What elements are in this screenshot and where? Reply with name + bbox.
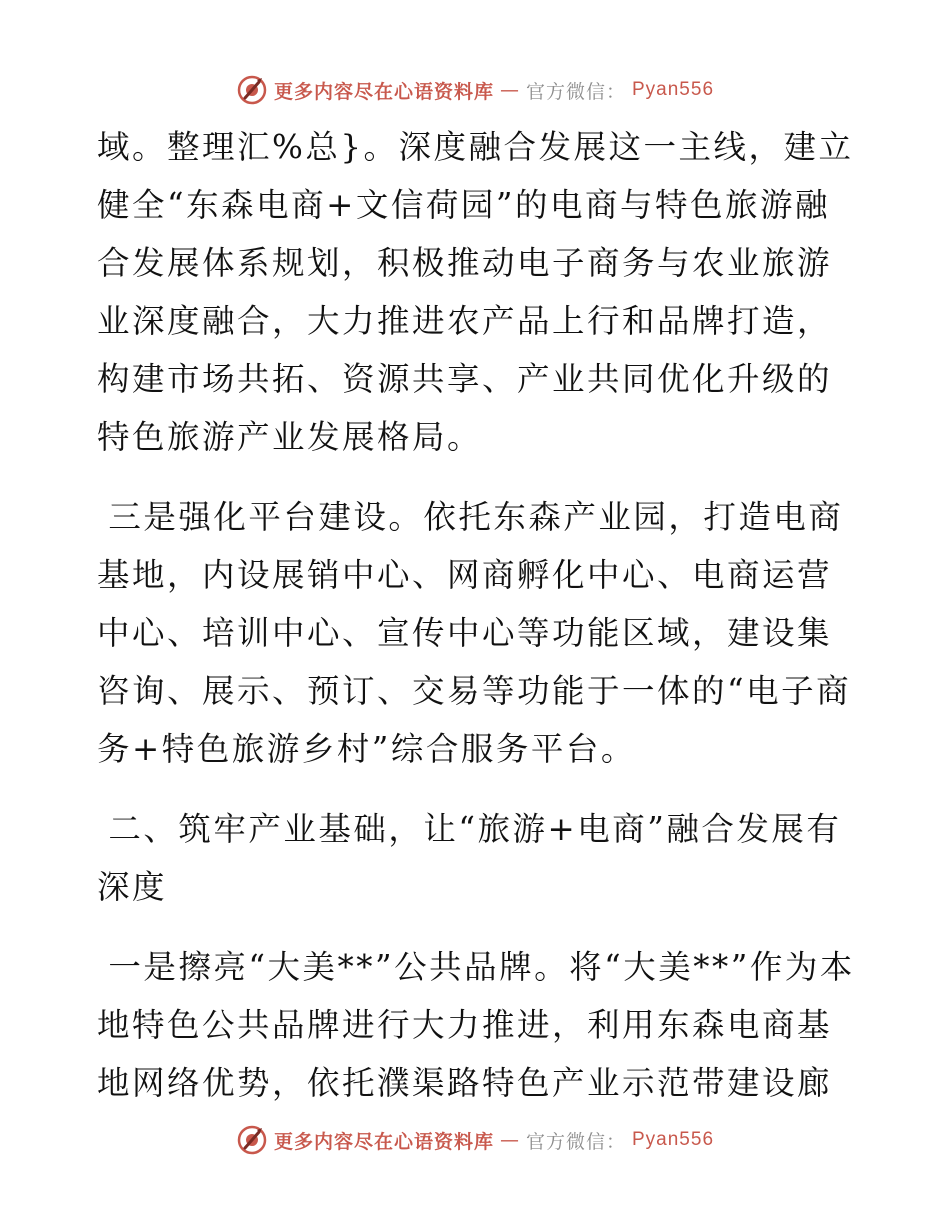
watermark-account: Pyan556 [632,1129,715,1150]
watermark-account: Pyan556 [632,79,715,100]
paragraph-3: 一是擦亮“大美**”公共品牌。将“大美**”作为本地特色公共品牌进行大力推进，利用东森电商基地网络优势，依托濮渠路特色产业示范带建设廊 [97,948,855,1102]
watermark-label: 官方微信： [525,1130,626,1153]
section-heading: 二、筑牢产业基础，让“旅游+电商”融合发展有深度 [97,810,842,906]
watermark-separator: — [499,1129,520,1151]
brand-logo-icon [236,74,268,106]
watermark-main-text: 更多内容尽在心语资料库 [273,80,494,103]
footer-watermark [0,1120,950,1160]
watermark-label: 官方微信： [525,80,626,103]
brand-logo-icon [236,1124,268,1156]
watermark-main-text: 更多内容尽在心语资料库 [273,1130,494,1153]
header-watermark [0,70,950,110]
paragraph-1: 域。整理汇%总}。深度融合发展这一主线，建立健全“东森电商+文信荷园”的电商与特色旅游融合发展体系规划，积极推动电子商务与农业旅游业深度融合，大力推进农产品上行和品牌打造，构建市场共拓、资源共享、产业共同优化升级的特色旅游产业发展格局。 [97,128,854,456]
paragraph-2: 三是强化平台建设。依托东森产业园，打造电商基地，内设展销中心、网商孵化中心、电商运营中心、培训中心、宣传中心等功能区域，建设集咨询、展示、预订、交易等功能于一体的“电子商务+特色旅游乡村”综合服务平台。 [97,498,852,768]
document-body [97,118,857,1112]
watermark-separator: — [499,79,520,101]
